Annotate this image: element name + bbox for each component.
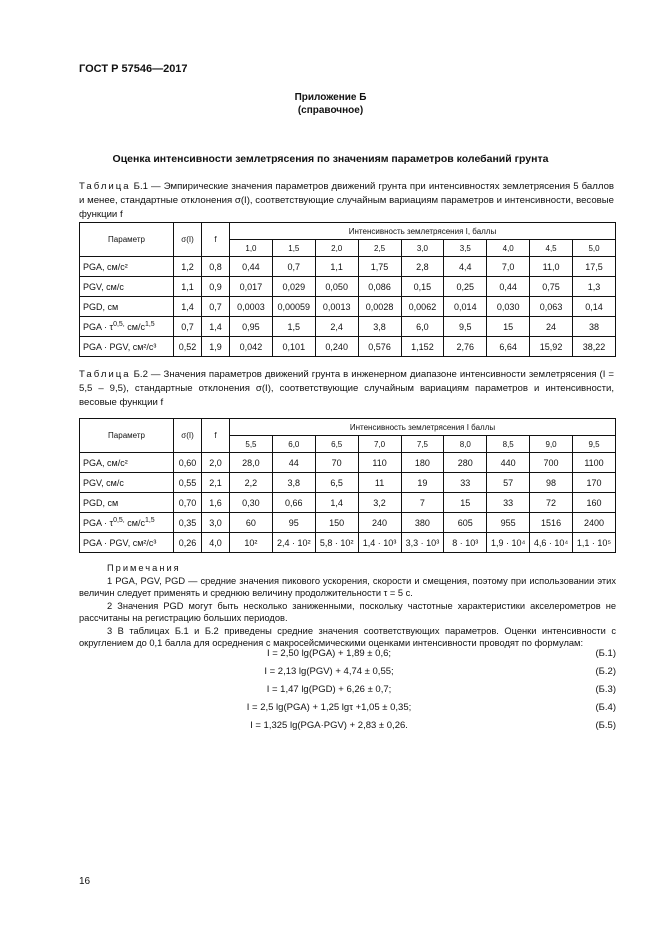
sigma-cell: 1,2 xyxy=(174,257,202,277)
table-row xyxy=(80,453,616,473)
value-cell: 0,66 xyxy=(272,493,315,513)
value-cell: 0,44 xyxy=(487,277,530,297)
formula-number: (Б.4) xyxy=(595,702,616,713)
f-cell: 4,0 xyxy=(202,533,230,553)
table1-intensity-6: 4,0 xyxy=(487,240,530,257)
sigma-cell: 0,55 xyxy=(174,473,202,493)
sigma-cell: 0,26 xyxy=(174,533,202,553)
notes xyxy=(79,562,616,650)
value-cell: 4,4 xyxy=(444,257,487,277)
value-cell: 1,9 · 10⁴ xyxy=(487,533,530,553)
value-cell: 11,0 xyxy=(530,257,573,277)
formula-number: (Б.1) xyxy=(595,648,616,659)
param-cell: PGD, см xyxy=(80,493,174,513)
sigma-cell: 0,60 xyxy=(174,453,202,473)
table1-intensity-7: 4,5 xyxy=(530,240,573,257)
table-row xyxy=(80,493,616,513)
value-cell: 7,0 xyxy=(487,257,530,277)
value-cell: 0,050 xyxy=(315,277,358,297)
value-cell: 0,14 xyxy=(573,297,616,317)
table1-caption xyxy=(79,180,614,222)
note-3: 3 В таблицах Б.1 и Б.2 приведены средние значения соответствующих параметров. Оценки интенсивности с округлением до 0,1 балла для осреднения с макросейсмическими оценками интенсивности проводят по формулам: xyxy=(79,625,616,648)
table1-header-sigma: σ(I) xyxy=(174,223,202,257)
value-cell: 2,76 xyxy=(444,337,487,357)
table-row xyxy=(80,533,616,553)
value-cell: 0,240 xyxy=(315,337,358,357)
value-cell: 1,1 xyxy=(315,257,358,277)
f-cell: 2,1 xyxy=(202,473,230,493)
table2-intensity-2: 6,5 xyxy=(315,436,358,453)
f-cell: 1,6 xyxy=(202,493,230,513)
value-cell: 15 xyxy=(444,493,487,513)
f-cell: 3,0 xyxy=(202,513,230,533)
value-cell: 955 xyxy=(487,513,530,533)
value-cell: 8 · 10³ xyxy=(444,533,487,553)
value-cell: 6,64 xyxy=(487,337,530,357)
value-cell: 0,017 xyxy=(230,277,273,297)
table-row xyxy=(80,257,616,277)
value-cell: 0,0062 xyxy=(401,297,444,317)
value-cell: 4,6 · 10⁴ xyxy=(530,533,573,553)
value-cell: 2400 xyxy=(573,513,616,533)
table-row xyxy=(80,337,616,357)
value-cell: 180 xyxy=(401,453,444,473)
value-cell: 17,5 xyxy=(573,257,616,277)
value-cell: 0,101 xyxy=(272,337,315,357)
table-row xyxy=(80,513,616,533)
value-cell: 95 xyxy=(272,513,315,533)
table1-intensity-8: 5,0 xyxy=(573,240,616,257)
value-cell: 60 xyxy=(230,513,273,533)
value-cell: 0,25 xyxy=(444,277,487,297)
f-cell: 0,9 xyxy=(202,277,230,297)
formula-5 xyxy=(79,720,616,734)
table1-header-param: Параметр xyxy=(80,223,174,257)
value-cell: 0,44 xyxy=(230,257,273,277)
table1-caption-text: Б.1 — Эмпирические значения параметров движений грунта при интенсивностях землетрясения 5 баллов и менее, стандартные отклонения σ(I), соответствующие случайным вариациям параметров и интенсивности, весовые функции f xyxy=(79,181,614,220)
value-cell: 280 xyxy=(444,453,487,473)
value-cell: 0,576 xyxy=(358,337,401,357)
value-cell: 9,5 xyxy=(444,317,487,337)
value-cell: 38 xyxy=(573,317,616,337)
formula-3 xyxy=(79,684,616,698)
table2-caption xyxy=(79,368,614,410)
table2-caption-label: Таблица xyxy=(79,369,131,380)
value-cell: 1,4 xyxy=(315,493,358,513)
value-cell: 160 xyxy=(573,493,616,513)
f-cell: 1,9 xyxy=(202,337,230,357)
table2-header-intensity: Интенсивность землетрясения I баллы xyxy=(230,419,616,436)
value-cell: 0,029 xyxy=(272,277,315,297)
value-cell: 380 xyxy=(401,513,444,533)
value-cell: 24 xyxy=(530,317,573,337)
table2-intensity-7: 9,0 xyxy=(530,436,573,453)
formula-text: I = 2,50 lg(PGA) + 1,89 ± 0,6; xyxy=(266,648,392,659)
table1-intensity-4: 3,0 xyxy=(401,240,444,257)
formula-number: (Б.3) xyxy=(595,684,616,695)
param-cell: PGA · $\tau^{0,5,}$ $см/с^{1,5}$ xyxy=(80,317,174,337)
value-cell: 0,75 xyxy=(530,277,573,297)
value-cell: 150 xyxy=(315,513,358,533)
value-cell: 7 xyxy=(401,493,444,513)
value-cell: 3,8 xyxy=(358,317,401,337)
value-cell: 0,086 xyxy=(358,277,401,297)
table2-intensity-6: 8,5 xyxy=(487,436,530,453)
value-cell: 2,4 xyxy=(315,317,358,337)
table-row xyxy=(80,277,616,297)
formula-4 xyxy=(79,702,616,716)
section-title: Оценка интенсивности землетрясения по значениям параметров колебаний грунта xyxy=(112,153,549,165)
param-cell: PGA · $\tau^{0,5,}$ $см/с^{1,5}$ xyxy=(80,513,174,533)
param-cell: PGA, см/с² xyxy=(80,453,174,473)
value-cell: 10² xyxy=(230,533,273,553)
table-row xyxy=(80,297,616,317)
param-cell: PGA, см/с² xyxy=(80,257,174,277)
value-cell: 72 xyxy=(530,493,573,513)
value-cell: 0,030 xyxy=(487,297,530,317)
value-cell: 5,8 · 10² xyxy=(315,533,358,553)
sigma-cell: 0,35 xyxy=(174,513,202,533)
table1 xyxy=(79,222,616,357)
sigma-cell: 0,7 xyxy=(174,317,202,337)
table-row xyxy=(80,473,616,493)
value-cell: 700 xyxy=(530,453,573,473)
value-cell: 605 xyxy=(444,513,487,533)
value-cell: 15,92 xyxy=(530,337,573,357)
value-cell: 3,3 · 10³ xyxy=(401,533,444,553)
formula-text: I = 1,47 lg(PGD) + 6,26 ± 0,7; xyxy=(266,684,392,695)
formula-text: I = 2,5 lg(PGA) + 1,25 lgτ +1,05 ± 0,35; xyxy=(246,702,412,713)
value-cell: 1,152 xyxy=(401,337,444,357)
value-cell: 240 xyxy=(358,513,401,533)
table2-intensity-1: 6,0 xyxy=(272,436,315,453)
value-cell: 0,30 xyxy=(230,493,273,513)
value-cell: 2,8 xyxy=(401,257,444,277)
table1-caption-label: Таблица xyxy=(79,181,131,192)
table2-intensity-4: 7,5 xyxy=(401,436,444,453)
param-cell: PGV, см/с xyxy=(80,473,174,493)
table2-intensity-5: 8,0 xyxy=(444,436,487,453)
table1-header-f: f xyxy=(202,223,230,257)
sigma-cell: 0,70 xyxy=(174,493,202,513)
page-number: 16 xyxy=(79,876,91,887)
table1-intensity-1: 1,5 xyxy=(272,240,315,257)
note-1: 1 PGA, PGV, PGD — средние значения пикового ускорения, скорости и смещения, поэтому при использовании этих величин следует применять и среднюю величину продолжительности τ = 5 с. xyxy=(79,575,616,598)
value-cell: 3,2 xyxy=(358,493,401,513)
value-cell: 440 xyxy=(487,453,530,473)
value-cell: 1,1 · 10⁵ xyxy=(573,533,616,553)
value-cell: 57 xyxy=(487,473,530,493)
value-cell: 70 xyxy=(315,453,358,473)
value-cell: 0,0003 xyxy=(230,297,273,317)
value-cell: 0,00059 xyxy=(272,297,315,317)
document-header: ГОСТ Р 57546—2017 xyxy=(79,63,188,75)
value-cell: 0,063 xyxy=(530,297,573,317)
value-cell: 44 xyxy=(272,453,315,473)
formula-number: (Б.2) xyxy=(595,666,616,677)
table-row xyxy=(80,317,616,337)
appendix-title: Приложение Б xyxy=(294,92,367,103)
value-cell: 3,8 xyxy=(272,473,315,493)
value-cell: 19 xyxy=(401,473,444,493)
f-cell: 0,8 xyxy=(202,257,230,277)
param-cell: PGD, см xyxy=(80,297,174,317)
value-cell: 15 xyxy=(487,317,530,337)
value-cell: 6,5 xyxy=(315,473,358,493)
table1-intensity-2: 2,0 xyxy=(315,240,358,257)
param-cell: PGA · PGV, см²/с³ xyxy=(80,337,174,357)
value-cell: 1,4 · 10³ xyxy=(358,533,401,553)
f-cell: 2,0 xyxy=(202,453,230,473)
appendix-subtitle: (справочное) xyxy=(297,105,364,116)
note-2: 2 Значения PGD могут быть несколько заниженными, поскольку частотные характеристики акселерометров не рассчитаны на регистрацию больших периодов. xyxy=(79,600,616,623)
value-cell: 11 xyxy=(358,473,401,493)
notes-heading: Примечания xyxy=(107,563,181,573)
table2 xyxy=(79,418,616,553)
formula-2 xyxy=(79,666,616,680)
formula-1 xyxy=(79,648,616,662)
table1-header-intensity: Интенсивность землетрясения I, баллы xyxy=(230,223,616,240)
value-cell: 1,3 xyxy=(573,277,616,297)
table2-header-sigma: σ(I) xyxy=(174,419,202,453)
value-cell: 2,4 · 10² xyxy=(272,533,315,553)
value-cell: 2,2 xyxy=(230,473,273,493)
formula-number: (Б.5) xyxy=(595,720,616,731)
value-cell: 170 xyxy=(573,473,616,493)
table2-intensity-0: 5,5 xyxy=(230,436,273,453)
value-cell: 0,15 xyxy=(401,277,444,297)
value-cell: 0,0013 xyxy=(315,297,358,317)
param-cell: PGV, см/с xyxy=(80,277,174,297)
value-cell: 33 xyxy=(444,473,487,493)
formula-text: I = 2,13 lg(PGV) + 4,74 ± 0,55; xyxy=(264,666,394,677)
value-cell: 1,75 xyxy=(358,257,401,277)
table2-intensity-8: 9,5 xyxy=(573,436,616,453)
f-cell: 0,7 xyxy=(202,297,230,317)
table2-header-param: Параметр xyxy=(80,419,174,453)
f-cell: 1,4 xyxy=(202,317,230,337)
value-cell: 6,0 xyxy=(401,317,444,337)
value-cell: 0,0028 xyxy=(358,297,401,317)
value-cell: 98 xyxy=(530,473,573,493)
value-cell: 1,5 xyxy=(272,317,315,337)
table1-intensity-0: 1,0 xyxy=(230,240,273,257)
sigma-cell: 1,1 xyxy=(174,277,202,297)
value-cell: 0,95 xyxy=(230,317,273,337)
value-cell: 0,042 xyxy=(230,337,273,357)
value-cell: 38,22 xyxy=(573,337,616,357)
value-cell: 0,014 xyxy=(444,297,487,317)
sigma-cell: 0,52 xyxy=(174,337,202,357)
table1-intensity-5: 3,5 xyxy=(444,240,487,257)
value-cell: 110 xyxy=(358,453,401,473)
value-cell: 1100 xyxy=(573,453,616,473)
param-cell: PGA · PGV, см²/с³ xyxy=(80,533,174,553)
table2-header-f: f xyxy=(202,419,230,453)
value-cell: 33 xyxy=(487,493,530,513)
table2-intensity-3: 7,0 xyxy=(358,436,401,453)
table1-intensity-3: 2,5 xyxy=(358,240,401,257)
sigma-cell: 1,4 xyxy=(174,297,202,317)
value-cell: 0,7 xyxy=(272,257,315,277)
value-cell: 28,0 xyxy=(230,453,273,473)
formula-text: I = 1,325 lg(PGA·PGV) + 2,83 ± 0,26. xyxy=(250,720,408,731)
table2-caption-text: Б.2 — Значения параметров движений грунта в инженерном диапазоне интенсивности землетрясения (I = 5,5 – 9,5), стандартные отклонения σ(I), соответствующие случайным вариациям параметров и интенсивности, весовые функции f xyxy=(79,369,614,408)
value-cell: 1516 xyxy=(530,513,573,533)
